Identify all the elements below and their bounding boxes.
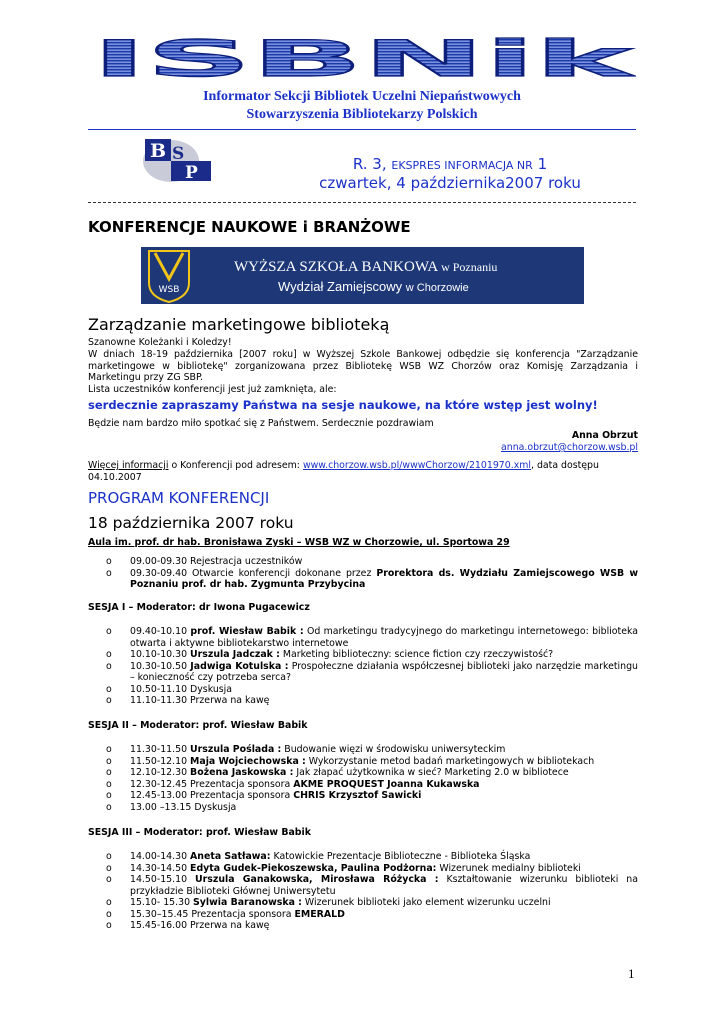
item-post: Katowickie Prezentacje Biblioteczne - Biblioteka Śląska [270, 851, 531, 862]
session-item [106, 661, 638, 684]
bullet-icon: o [106, 897, 112, 908]
item-text: 09.00-09.30 Rejestracja uczestników [130, 556, 303, 567]
article-body: W dniach 18-19 października [2007 roku] w Wyższej Szkole Bankowej odbędzie się konferencja "Zarządzanie marketingowe w bibliotekę" zorganizowana przez Bibliotekę WSB WZ Chorzów oraz Komisję Zarządzania i Marketingu przy ZG SBP. [88, 349, 638, 383]
bullet-icon: o [106, 567, 112, 579]
article-greeting: Szanowne Koleżanki i Koledzy! [88, 337, 232, 348]
bullet-icon: o [106, 649, 112, 660]
session-1-list [106, 626, 638, 707]
item-pre: 12.30-12.45 Prezentacja sponsora [130, 778, 294, 790]
session-item [106, 874, 638, 897]
session-item [106, 851, 638, 863]
banner-subtitle [278, 279, 469, 294]
item-bold: Prorektora ds. Wydziału Zamiejscowego WSB w Poznaniu prof. dr hab. Zygmunta Przybycina [130, 567, 638, 590]
item-post: Wizerunek medialny biblioteki [436, 862, 581, 874]
item-bold: prof. Wiesław Babik : [190, 626, 304, 637]
bullet-icon: o [106, 683, 112, 695]
article-closed-note: Lista uczestników konferencji jest już zamknięta, ale: [88, 384, 337, 395]
item-bold: Urszula Ganakowska, Mirosława Różycka : [195, 874, 439, 885]
more-info-text: o Konferencji pod adresem: [168, 460, 303, 471]
issue-ekspres: EKSPRES INFORMACJA NR [391, 159, 533, 172]
bullet-icon: o [106, 790, 112, 801]
article-invitation: serdecznie zapraszamy Państwa na sesje naukowe, na które wstęp jest wolny! [88, 398, 598, 412]
item-bold: CHRIS Krzysztof Sawicki [293, 790, 422, 801]
item-post: Marketing biblioteczny: science fiction czy rzeczywistość? [279, 649, 554, 660]
item-post: Prospołeczne działania współczesnej biblioteki jako narzędzie marketingu – konieczność czy potrzeba serca? [130, 660, 638, 683]
banner-subtitle-main: Wydział Zamiejscowy [278, 279, 403, 294]
bsp-logo [141, 138, 215, 184]
item-bold: EMERALD [294, 908, 345, 920]
bullet-icon: o [106, 862, 112, 874]
opening-list [106, 556, 638, 591]
program-day: 18 października 2007 roku [88, 514, 294, 532]
item-post: Wykorzystanie metod badań marketingowych w bibliotekach [305, 755, 595, 767]
dashed-rule [88, 202, 636, 203]
item-pre: 10.50-11.10 Dyskusja [130, 683, 233, 695]
item-post: Od marketingu tradycyjnego do marketingu internetowego: biblioteka otwarta i aktywne bibliotekarstwo internetowe [130, 626, 638, 649]
bullet-icon: o [106, 908, 112, 920]
bullet-icon: o [106, 767, 112, 778]
item-pre: 11.50-12.10 [130, 755, 191, 767]
bullet-icon: o [106, 626, 112, 637]
wsb-shield-icon [145, 247, 193, 304]
session-item [106, 744, 638, 756]
session-item [106, 802, 638, 814]
issue-year: R. 3, [352, 155, 387, 173]
program-heading: PROGRAM KONFERENCJI [88, 489, 270, 507]
session-item [106, 920, 638, 932]
program-venue: Aula im. prof. dr hab. Bronisława Zyski – WSB WZ w Chorzowie, ul. Sportowa 29 [88, 537, 510, 548]
item-post: Wizerunek biblioteki jako element wizerunku uczelni [301, 897, 551, 908]
item-bold: Urszula Jadczak : [190, 649, 280, 660]
isbnik-logo [88, 36, 636, 80]
more-info-suffix: , data dostępu 04.10.2007 [88, 460, 599, 483]
bullet-icon: o [106, 778, 112, 790]
bsp-logo-graphic [141, 138, 215, 184]
session-item [106, 695, 638, 707]
item-pre: 11.10-11.30 Przerwa na kawę [130, 695, 270, 706]
more-info-link[interactable]: Więcej informacji [88, 460, 169, 471]
item-pre: 15.45-16.00 Przerwa na kawę [130, 920, 270, 931]
bullet-icon: o [106, 874, 112, 885]
session-2-title: SESJA II – Moderator: prof. Wiesław Babik [88, 720, 308, 731]
banner-subtitle-suffix: w Chorzowie [405, 282, 469, 294]
item-text: 09.30-09.40 Otwarcie konferencji dokonane przez [130, 567, 377, 579]
session-item [106, 756, 638, 768]
session-item [106, 779, 638, 791]
bullet-icon: o [106, 920, 112, 931]
bullet-icon: o [106, 851, 112, 862]
page-number: 1 [628, 966, 635, 981]
header-subtitle-1: Informator Sekcji Bibliotek Uczelni Niepaństwowych [203, 89, 521, 104]
session-item [106, 626, 638, 649]
item-pre: 13.00 –13.15 Dyskusja [130, 801, 237, 813]
session-item [106, 649, 638, 661]
session-item [106, 909, 638, 921]
signature-email-row [88, 442, 638, 453]
svg-text:P: P [185, 163, 198, 183]
item-pre: 15.30–15.45 Prezentacja sponsora [130, 908, 295, 920]
bullet-icon: o [106, 556, 112, 567]
session-2-list [106, 744, 638, 813]
item-bold: Aneta Satława: [190, 851, 271, 862]
session-item [106, 897, 638, 909]
bullet-icon: o [106, 744, 112, 755]
banner-title-main: WYŻSZA SZKOŁA BANKOWA [234, 259, 438, 275]
svg-text:B: B [150, 140, 167, 162]
issue-number: 1 [537, 155, 548, 173]
signature-name: Anna Obrzut [571, 430, 638, 441]
bullet-icon: o [106, 695, 112, 706]
more-info [88, 460, 638, 483]
banner-title-suffix: w Poznaniu [441, 260, 498, 274]
article-regards: Będzie nam bardzo miło spotkać się z Państwem. Serdecznie pozdrawiam [88, 418, 434, 429]
session-item [106, 767, 638, 779]
item-bold: Sylwia Baranowska : [193, 897, 302, 908]
item-bold: Edyta Gudek-Piekoszewska, Paulina Podżorna: [190, 862, 437, 874]
item-pre: 14.50-15.10 [130, 874, 196, 885]
item-pre: 09.40-10.10 [130, 626, 191, 637]
item-pre: 11.30-11.50 [130, 744, 191, 755]
header-rule [88, 129, 636, 130]
session-3-title: SESJA III – Moderator: prof. Wiesław Babik [88, 827, 311, 838]
section-heading: KONFERENCJE NAUKOWE i BRANŻOWE [88, 218, 411, 236]
item-post: Budowanie więzi w środowisku uniwersyteckim [281, 744, 506, 755]
article-title: Zarządzanie marketingowe biblioteką [88, 315, 390, 334]
logo-text: ISBNik [92, 36, 636, 80]
bullet-icon: o [106, 660, 112, 672]
item-bold: Maja Wojciechowska : [190, 755, 306, 767]
item-bold: AKME PROQUEST Joanna Kukawska [293, 778, 480, 790]
opening-item [106, 568, 638, 591]
item-pre: 15.10- 15.30 [130, 897, 194, 908]
session-1-title: SESJA I – Moderator: dr Iwona Pugacewicz [88, 602, 310, 613]
item-pre: 12.45-13.00 Prezentacja sponsora [130, 790, 294, 801]
item-pre: 14.30-14.50 [130, 862, 191, 874]
isbnik-logo-graphic [88, 36, 636, 80]
item-pre: 10.30-10.50 [130, 660, 191, 672]
header-subtitle-2: Stowarzyszenia Bibliotekarzy Polskich [246, 107, 478, 122]
session-3-list [106, 851, 638, 932]
banner-title [234, 259, 497, 276]
svg-text:S: S [172, 144, 185, 164]
bullet-icon: o [106, 801, 112, 813]
wsb-logo-label: WSB [158, 285, 180, 295]
issue-number-line [300, 155, 600, 173]
item-post: Jak złapać użytkownika w sieć? Marketing 2.0 w bibliotece [293, 767, 569, 778]
session-item [106, 863, 638, 875]
session-item [106, 684, 638, 696]
bullet-icon: o [106, 755, 112, 767]
issue-date: czwartek, 4 października2007 roku [319, 174, 581, 192]
item-pre: 10.10-10.30 [130, 649, 191, 660]
opening-item [106, 556, 638, 568]
item-pre: 14.00-14.30 [130, 851, 191, 862]
signature-email-link[interactable]: anna.obrzut@chorzow.wsb.pl [501, 442, 638, 453]
item-bold: Jadwiga Kotulska : [190, 660, 289, 672]
conference-url-link[interactable]: www.chorzow.wsb.pl/wwwChorzow/2101970.xml [302, 460, 531, 471]
item-pre: 12.10-12.30 [130, 767, 191, 778]
item-post: Kształtowanie wizerunku biblioteki na przykładzie Biblioteki Głównej Uniwersytetu [130, 874, 638, 897]
item-bold: Urszula Poślada : [190, 744, 282, 755]
session-item [106, 790, 638, 802]
item-bold: Bożena Jaskowska : [190, 767, 294, 778]
